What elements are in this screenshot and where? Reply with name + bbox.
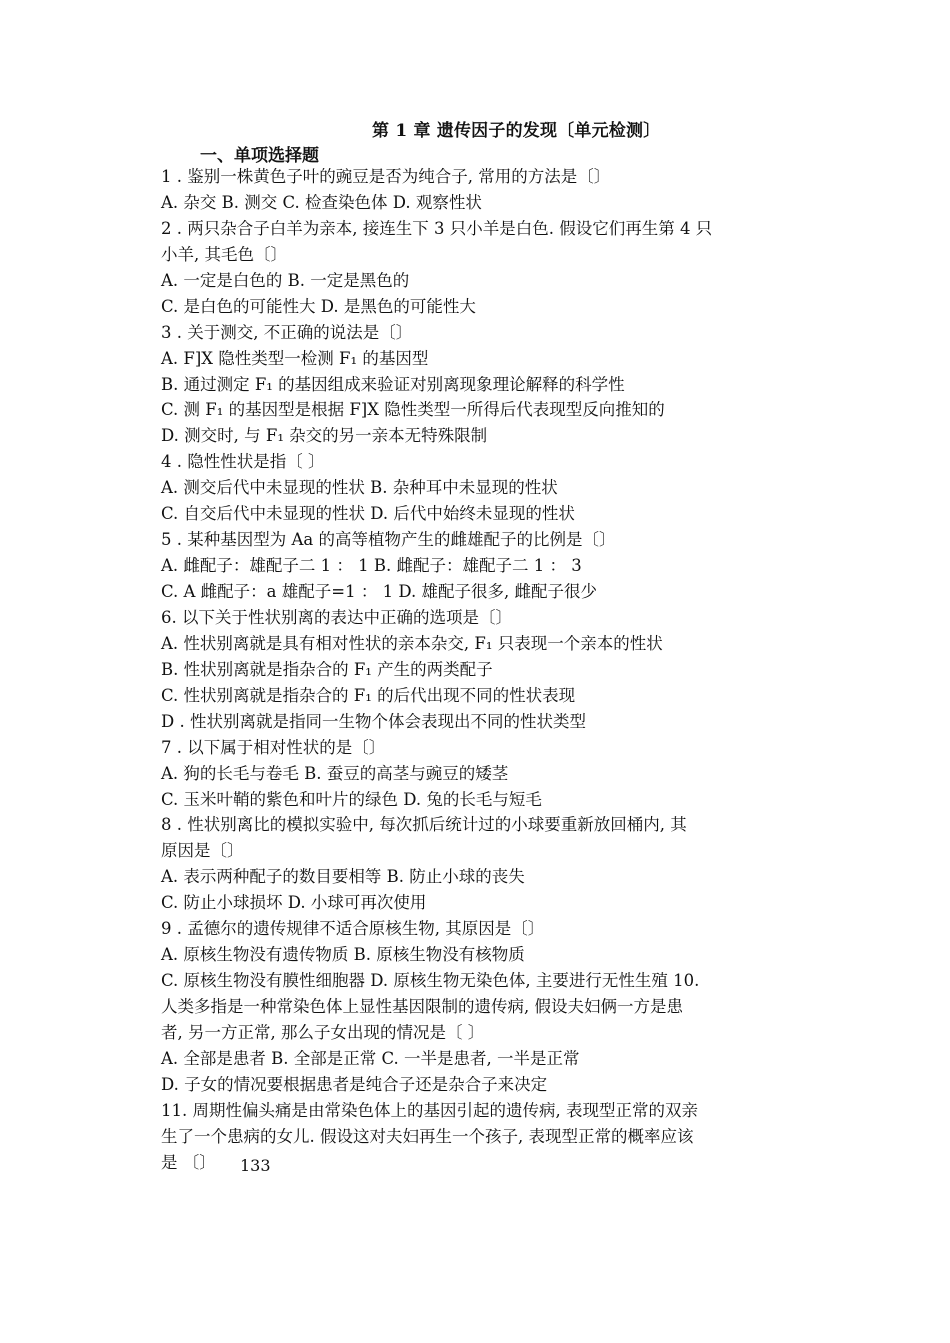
text-line: A. 杂交 B. 测交 C. 检查染色体 D. 观察性状 [161, 192, 482, 212]
text-line: A. 表示两种配子的数目要相等 B. 防止小球的丧失 [161, 867, 525, 887]
section-heading: 一、单项选择题 [200, 146, 319, 166]
text-line: 是 〔〕 [161, 1152, 216, 1172]
text-line: A. 全部是患者 B. 全部是正常 C. 一半是患者, 一半是正常 [161, 1048, 580, 1068]
text-line: B. 通过测定 F₁ 的基因组成来验证对别离现象理论解释的科学性 [161, 374, 625, 394]
text-line: 小羊, 其毛色〔〕 [161, 244, 287, 264]
text-line: 生了一个患病的女儿. 假设这对夫妇再生一个孩子, 表现型正常的概率应该 [161, 1126, 694, 1146]
text-line: A. 雌配子：雄配子二 1 ： 1 B. 雌配子：雄配子二 1 ： 3 [161, 556, 582, 576]
text-line: A. 原核生物没有遗传物质 B. 原核生物没有核物质 [161, 945, 525, 965]
text-line: C. 玉米叶鞘的紫色和叶片的绿色 D. 兔的长毛与短毛 [161, 789, 542, 809]
text-line: A. 狗的长毛与卷毛 B. 蚕豆的高茎与豌豆的矮茎 [161, 763, 509, 783]
text-line: 7 . 以下属于相对性状的是〔〕 [161, 737, 386, 757]
text-line: 9 . 孟德尔的遗传规律不适合原核生物, 其原因是〔〕 [161, 919, 545, 939]
text-line: 4 . 隐性性状是指〔 〕 [161, 452, 325, 472]
text-line: 人类多指是一种常染色体上显性基因限制的遗传病, 假设夫妇俩一方是患 [161, 997, 683, 1016]
text-line: A. 性状别离就是具有相对性状的亲本杂交, F₁ 只表现一个亲本的性状 [161, 633, 663, 653]
text-line: 5 . 某种基因型为 Aa 的高等植物产生的雌雄配子的比例是〔〕 [161, 530, 616, 550]
question-body [161, 164, 791, 1176]
text-line: C. 性状别离就是指杂合的 F₁ 的后代出现不同的性状表现 [161, 685, 576, 705]
text-line: B. 性状别离就是指杂合的 F₁ 产生的两类配子 [161, 659, 493, 679]
text-line: A. 测交后代中未显现的性状 B. 杂种耳中未显现的性状 [161, 478, 558, 498]
text-line: A. F]X 隐性类型一检测 F₁ 的基因型 [161, 348, 429, 368]
text-line: D . 性状别离就是指同一生物个体会表现出不同的性状类型 [161, 711, 586, 731]
text-line: 8 . 性状别离比的模拟实验中, 每次抓后统计过的小球要重新放回桶内, 其 [161, 815, 687, 835]
text-line: C. 是白色的可能性大 D. 是黑色的可能性大 [161, 296, 476, 316]
text-line: C. 测 F₁ 的基因型是根据 F]X 隐性类型一所得后代表现型反向推知的 [161, 400, 665, 420]
text-line: 3 . 关于测交, 不正确的说法是〔〕 [161, 322, 413, 342]
text-line: 11. 周期性偏头痛是由常染色体上的基因引起的遗传病, 表现型正常的双亲 [161, 1100, 698, 1120]
text-line: C. 原核生物没有膜性细胞器 D. 原核生物无染色体, 主要进行无性生殖 10. [161, 971, 700, 991]
text-line: 2 . 两只杂合子白羊为亲本, 接连生下 3 只小羊是白色. 假设它们再生第 4 只 [161, 218, 713, 238]
chapter-title: 第 1 章 遗传因子的发现〔单元检测〕 [372, 121, 661, 141]
text-line: C. A 雌配子：a 雄配子=1 ： 1 D. 雄配子很多, 雌配子很少 [161, 582, 597, 601]
text-line: D. 测交时, 与 F₁ 杂交的另一亲本无特殊限制 [161, 426, 488, 446]
page-number: 133 [240, 1156, 271, 1175]
text-line: 者, 另一方正常, 那么子女出现的情况是〔 〕 [161, 1022, 485, 1042]
text-line: 原因是〔〕 [161, 841, 244, 861]
text-line: C. 防止小球损坏 D. 小球可再次使用 [161, 893, 427, 913]
text-line: 6. 以下关于性状别离的表达中正确的选项是〔〕 [161, 607, 512, 627]
text-line: D. 子女的情况要根据患者是纯合子还是杂合子来决定 [161, 1074, 548, 1094]
text-line: C. 自交后代中未显现的性状 D. 后代中始终未显现的性状 [161, 504, 575, 524]
text-line: A. 一定是白色的 B. 一定是黑色的 [161, 270, 410, 290]
text-line: 1 . 鉴别一株黄色子叶的豌豆是否为纯合子, 常用的方法是〔〕 [161, 167, 611, 186]
